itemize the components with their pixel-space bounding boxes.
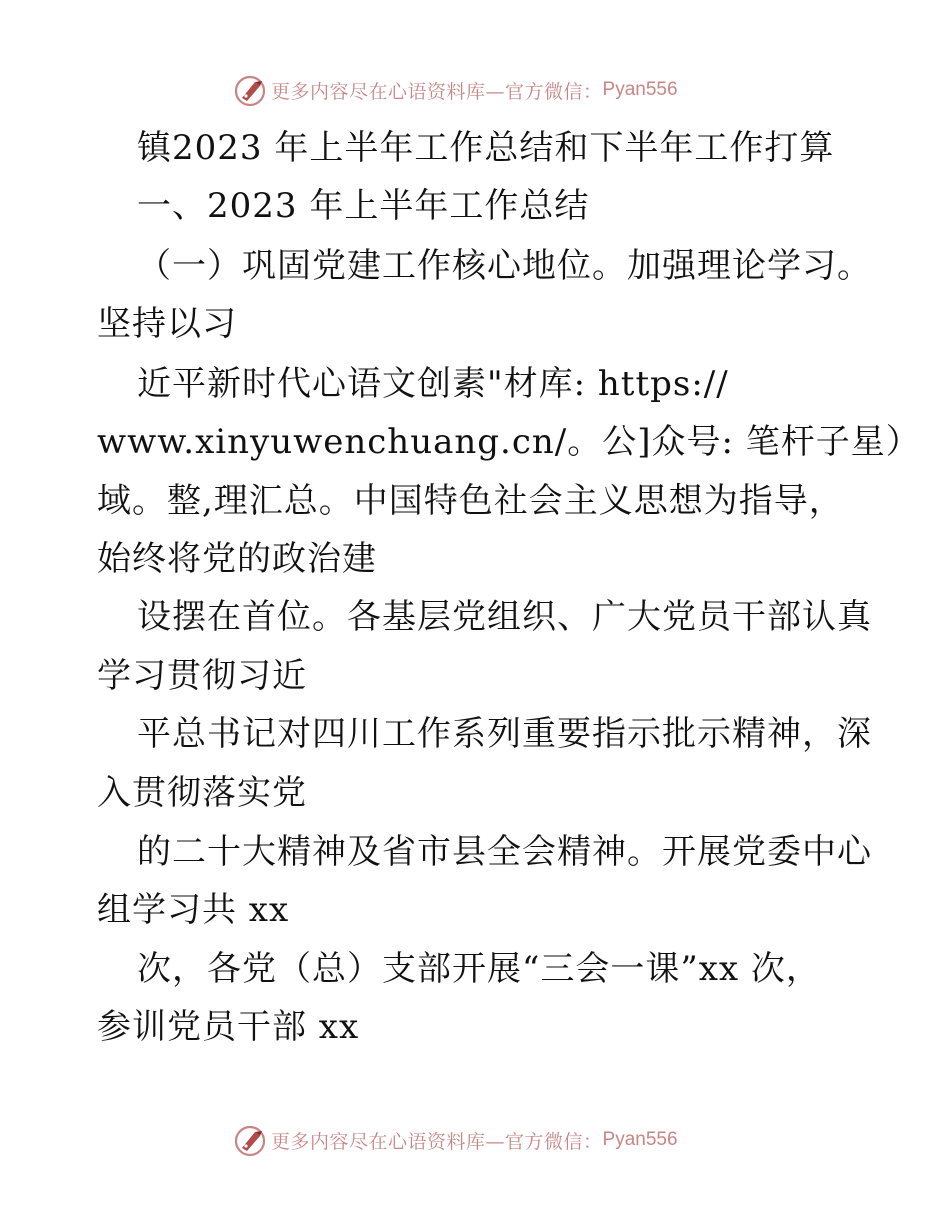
pen-nib-circle-logo-icon <box>233 73 267 107</box>
text-line: 始终将党的政治建 <box>97 539 377 579</box>
footer-banner <box>0 1120 950 1160</box>
text-line: 入贯彻落实党 <box>97 773 307 813</box>
header-banner <box>0 70 950 110</box>
banner-text: 更多内容尽在心语资料库—官方微信： <box>271 1130 603 1153</box>
text-line: 组学习共 xx <box>97 890 290 930</box>
pen-nib-circle-logo-icon <box>233 1123 267 1157</box>
banner-wechat-id: Pyan556 <box>602 79 678 100</box>
text-line: （一）巩固党建工作核心地位。加强理论学习。 <box>137 246 872 286</box>
text-line: 坚持以习 <box>97 304 237 344</box>
text-line: 域。整,理汇总。中国特色社会主义思想为指导， <box>97 481 844 521</box>
text-line: 学习贯彻习近 <box>97 656 307 696</box>
text-line: 次，各党（总）支部开展“三会一课”xx 次， <box>137 949 821 989</box>
text-line: 平总书记对四川工作系列重要指示批示精神，深 <box>137 714 872 754</box>
section-heading: 一、2023 年上半年工作总结 <box>137 186 590 226</box>
banner-text: 更多内容尽在心语资料库—官方微信： <box>271 80 603 103</box>
text-line: 参训党员干部 xx <box>97 1007 360 1047</box>
text-line: 近平新时代心语文创素"材库: https:// <box>137 364 729 404</box>
banner-wechat-id: Pyan556 <box>602 1129 678 1150</box>
document-title: 镇2023 年上半年工作总结和下半年工作打算 <box>137 128 835 168</box>
text-line: 设摆在首位。各基层党组织、广大党员干部认真 <box>137 597 872 637</box>
text-line: 的二十大精神及省市县全会精神。开展党委中心 <box>137 832 872 872</box>
text-line: www.xinyuwenchuang.cn/。公]众号: 笔杆子星） <box>97 422 921 462</box>
